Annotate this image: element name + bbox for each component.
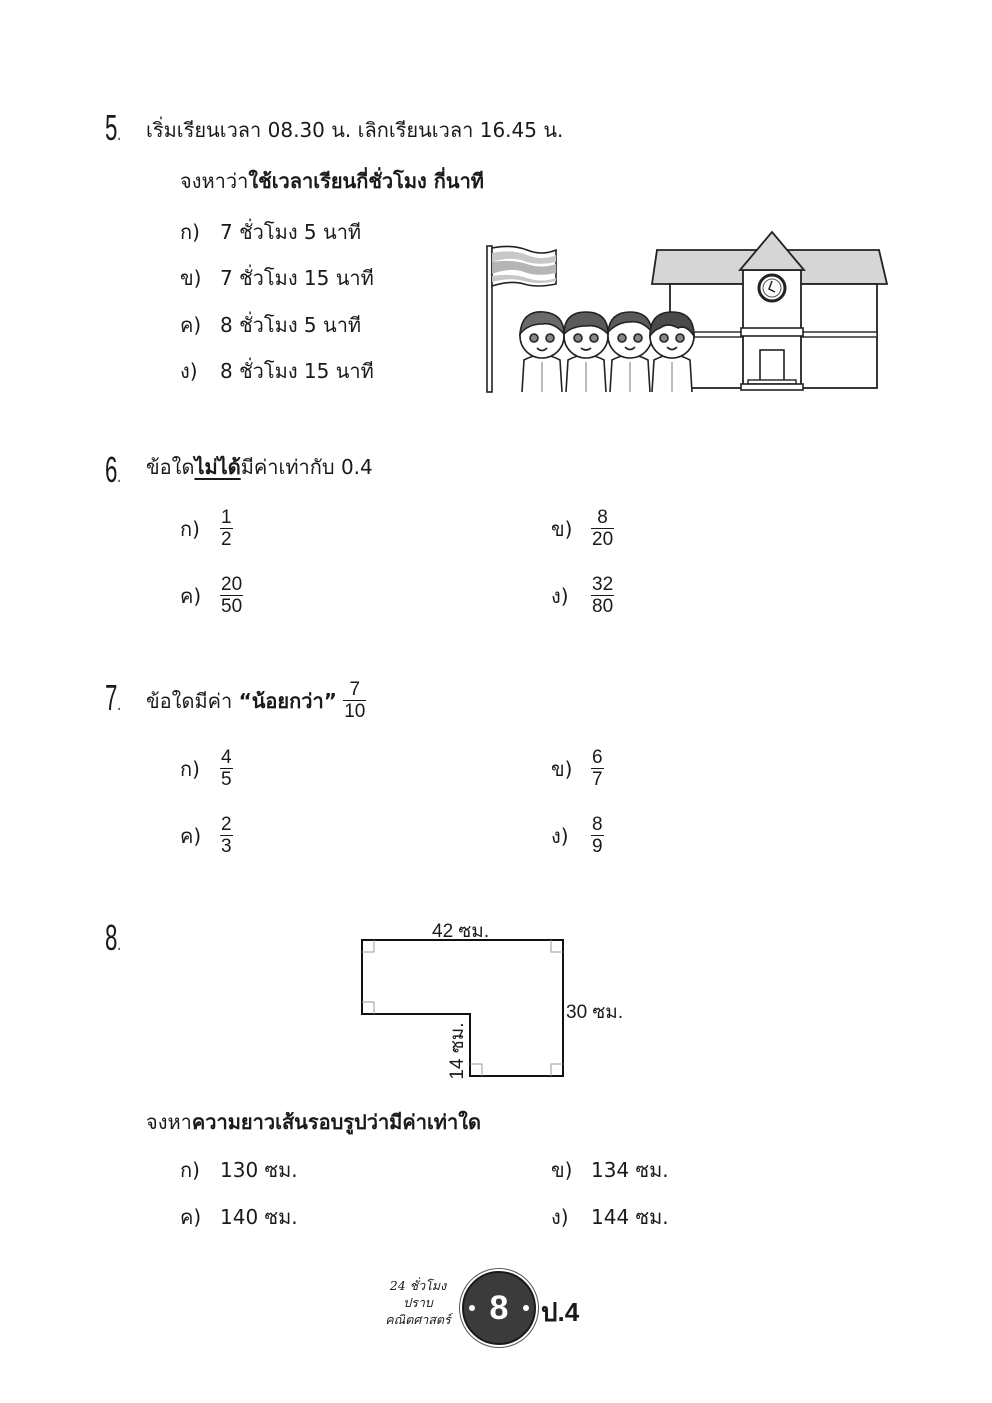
- option-label: ค): [180, 823, 202, 848]
- q6-option-b[interactable]: [551, 508, 614, 549]
- fraction: $\frac{8}{20}$: [592, 507, 614, 550]
- question-8-prompt: [146, 1112, 481, 1132]
- option-label: ง): [551, 1205, 569, 1229]
- q5-option-c[interactable]: [180, 315, 361, 335]
- text-emphasis: “น้อยกว่า”: [238, 688, 337, 713]
- q5-option-d[interactable]: [180, 361, 374, 381]
- fraction: $\frac{20}{50}$: [221, 574, 243, 617]
- prompt-bold: ใช้เวลาเรียนกี่ชั่วโมง กี่นาที: [248, 169, 484, 193]
- q7-option-b[interactable]: [551, 748, 604, 789]
- page-number: 8: [489, 1288, 509, 1327]
- grade-label: ป.4: [541, 1297, 580, 1327]
- option-value: 134 ซม.: [591, 1158, 669, 1182]
- option-label: ก): [180, 516, 200, 541]
- question-5-text: เริ่มเรียนเวลา 08.30 น. เลิกเรียนเวลา 16.45 น.: [146, 118, 564, 142]
- option-label: ค): [180, 583, 202, 608]
- option-label: ง): [180, 359, 198, 383]
- option-label: ค): [180, 313, 202, 337]
- badge-pip-left: [469, 1305, 475, 1311]
- question-6-text: [146, 457, 373, 477]
- option-label: ก): [180, 756, 200, 781]
- fraction: $\frac{32}{80}$: [592, 574, 614, 617]
- option-label: ง): [551, 823, 569, 848]
- badge-pip-right: [523, 1305, 529, 1311]
- text-emphasis: ไม่ได้: [194, 455, 241, 479]
- fraction: $\frac{6}{7}$: [592, 747, 603, 790]
- q7-option-d[interactable]: [551, 815, 604, 856]
- question-7-text: [146, 680, 366, 721]
- inner-side-label: 14 ซม.: [447, 1022, 468, 1080]
- q8-option-a[interactable]: [180, 1160, 298, 1180]
- q6-option-d[interactable]: [551, 575, 614, 616]
- q8-option-b[interactable]: [551, 1160, 669, 1180]
- option-value: 8 ชั่วโมง 15 นาที: [220, 359, 374, 383]
- q8-option-c[interactable]: [180, 1207, 298, 1227]
- question-5-prompt: [180, 171, 484, 191]
- prompt-prefix: จงหาว่า: [180, 169, 249, 193]
- option-label: ค): [180, 1205, 202, 1229]
- q5-option-a[interactable]: [180, 222, 361, 242]
- q5-option-b[interactable]: [180, 268, 374, 288]
- option-value: 130 ซม.: [220, 1158, 298, 1182]
- text-prefix: ข้อใดมีค่า: [146, 688, 233, 713]
- fraction: $\frac{8}{9}$: [592, 814, 603, 857]
- option-label: ข): [551, 516, 573, 541]
- question-number-6: 6.: [105, 449, 121, 490]
- school-illustration: [482, 226, 890, 396]
- fraction: $\frac{1}{2}$: [221, 507, 232, 550]
- option-value: 7 ชั่วโมง 15 นาที: [220, 266, 374, 290]
- question-number-5: 5.: [105, 107, 121, 148]
- question-number-8: 8.: [105, 917, 121, 958]
- text-prefix: ข้อใด: [146, 455, 195, 479]
- option-label: ง): [551, 583, 569, 608]
- fraction: $\frac{2}{3}$: [221, 814, 232, 857]
- question-number-7: 7.: [105, 677, 121, 718]
- fraction: $\frac{4}{5}$: [221, 747, 232, 790]
- book-title-line3: คณิตศาสตร์: [385, 1311, 451, 1327]
- page-number-badge: [462, 1271, 536, 1345]
- q8-option-d[interactable]: [551, 1207, 669, 1227]
- q7-option-a[interactable]: [180, 748, 233, 789]
- q7-option-c[interactable]: [180, 815, 233, 856]
- prompt-prefix: จงหา: [146, 1110, 192, 1134]
- top-side-label: 42 ซม.: [432, 921, 490, 942]
- option-value: 8 ชั่วโมง 5 นาที: [220, 313, 362, 337]
- q6-option-c[interactable]: [180, 575, 243, 616]
- students-icon: [520, 312, 694, 392]
- option-value: 140 ซม.: [220, 1205, 298, 1229]
- option-label: ก): [180, 220, 200, 244]
- compare-fraction: $\frac{7}{10}$: [344, 679, 366, 722]
- option-label: ก): [180, 1158, 200, 1182]
- option-label: ข): [551, 1158, 573, 1182]
- option-value: 7 ชั่วโมง 5 นาที: [220, 220, 362, 244]
- right-side-label: 30 ซม.: [566, 1002, 624, 1023]
- prompt-bold: ความยาวเส้นรอบรูปว่ามีค่าเท่าใด: [191, 1110, 481, 1134]
- option-label: ข): [180, 266, 202, 290]
- book-title: [378, 1278, 458, 1329]
- option-label: ข): [551, 756, 573, 781]
- book-title-line2: ปราบ: [403, 1294, 433, 1310]
- book-title-line1: 24 ชั่วโมง: [389, 1278, 447, 1293]
- q6-option-a[interactable]: [180, 508, 233, 549]
- text-suffix: มีค่าเท่ากับ 0.4: [240, 455, 373, 479]
- option-value: 144 ซม.: [591, 1205, 669, 1229]
